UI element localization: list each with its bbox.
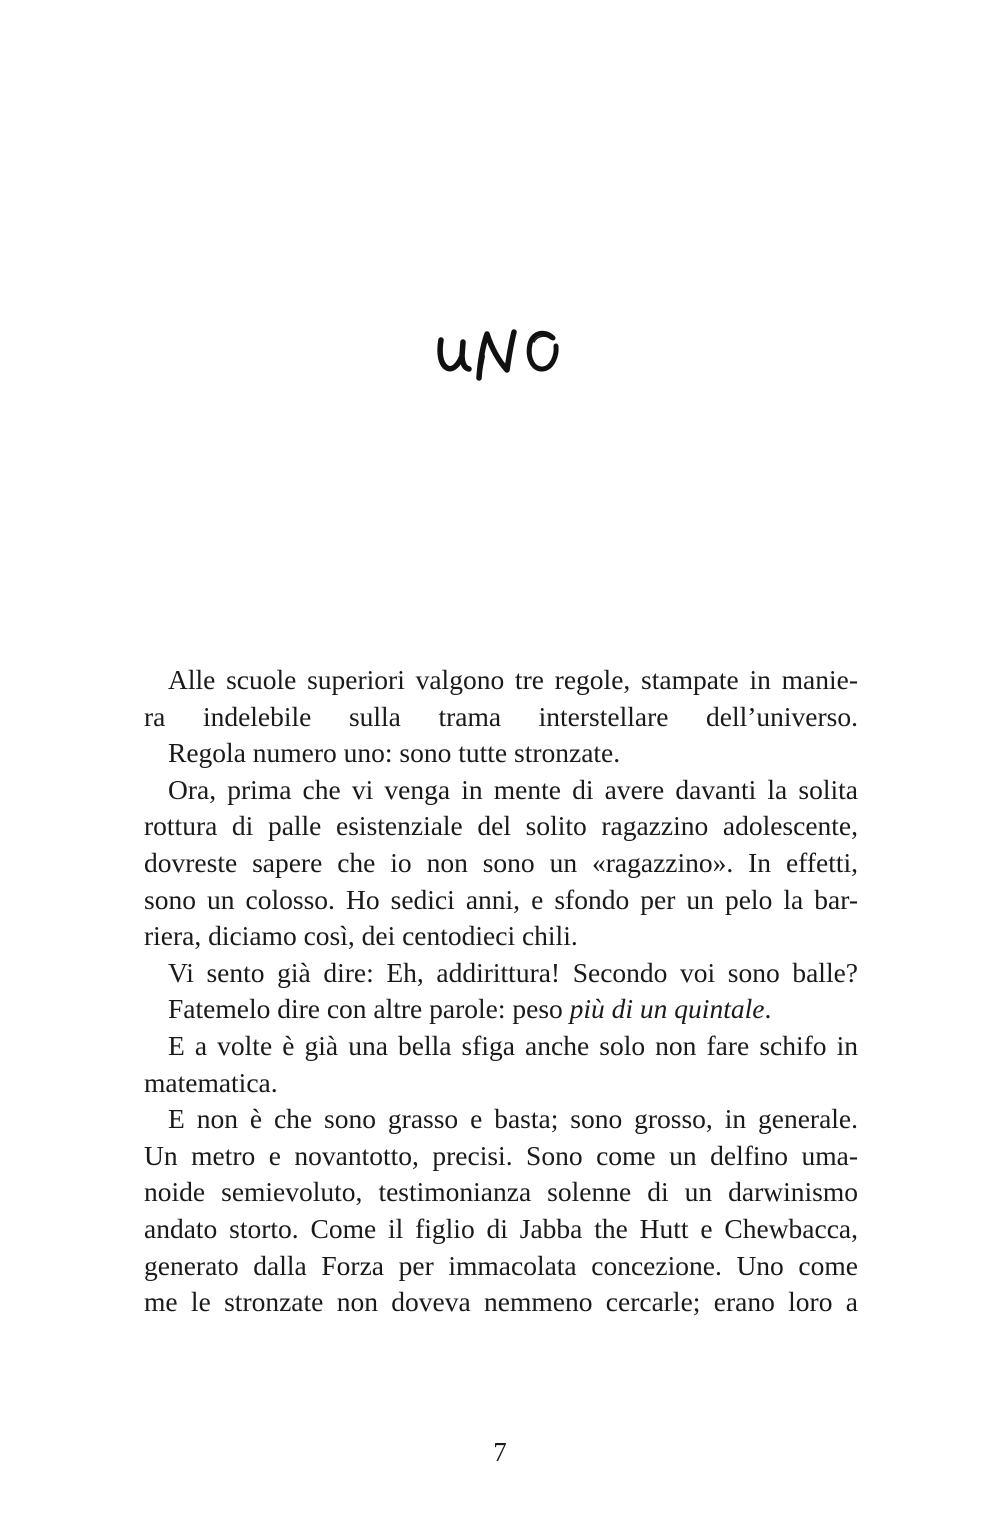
italic-emphasis: più di un quintale bbox=[569, 993, 765, 1025]
text-line: dovreste sapere che io non sono un «ragazzino». In effetti, bbox=[144, 846, 858, 878]
text-line: E a volte è già una bella sfiga anche solo non fare schifo in bbox=[168, 1029, 858, 1061]
text-line: Alle scuole superiori valgono tre regole, stampate in manie- bbox=[168, 664, 858, 695]
text-line: E non è che sono grasso e basta; sono grosso, in generale. bbox=[168, 1103, 858, 1135]
chapter-body-text bbox=[144, 662, 858, 1321]
text-line: andato storto. Come il figlio di Jabba the Hutt e Chewbacca, bbox=[144, 1212, 858, 1244]
text-run: . bbox=[764, 993, 772, 1025]
text-line: riera, diciamo così, dei centodieci chili. bbox=[144, 920, 578, 952]
text-line: Ora, prima che vi venga in mente di avere davanti la solita bbox=[168, 773, 858, 805]
text-line: noide semievoluto, testimonianza solenne di un darwinismo bbox=[144, 1176, 858, 1208]
text-line: rottura di palle esistenziale del solito ragazzino adolescente, bbox=[144, 810, 858, 842]
text-line bbox=[144, 991, 858, 1028]
text-line: matematica. bbox=[144, 1066, 278, 1098]
text-line: sono un colosso. Ho sedici anni, e sfondo per un pelo la bar- bbox=[144, 883, 858, 915]
text-run: Fatemelo dire con altre parole: peso bbox=[168, 993, 570, 1025]
text-line: Un metro e novantotto, precisi. Sono come un delfino uma- bbox=[144, 1139, 858, 1171]
text-line: ra indelebile sulla trama interstellare dell’universo. bbox=[144, 700, 858, 732]
text-line: generato dalla Forza per immacolata concezione. Uno come bbox=[144, 1249, 858, 1281]
chapter-title bbox=[0, 312, 1000, 387]
text-line: me le stronzate non doveva nemmeno cercarle; erano loro a bbox=[144, 1286, 858, 1318]
text-line: Vi sento già dire: Eh, addirittura! Secondo voi sono balle? bbox=[168, 956, 858, 988]
page-number: 7 bbox=[493, 1437, 507, 1467]
chapter-title-brush-lettering bbox=[435, 312, 565, 382]
text-line: Regola numero uno: sono tutte stronzate. bbox=[168, 737, 621, 769]
